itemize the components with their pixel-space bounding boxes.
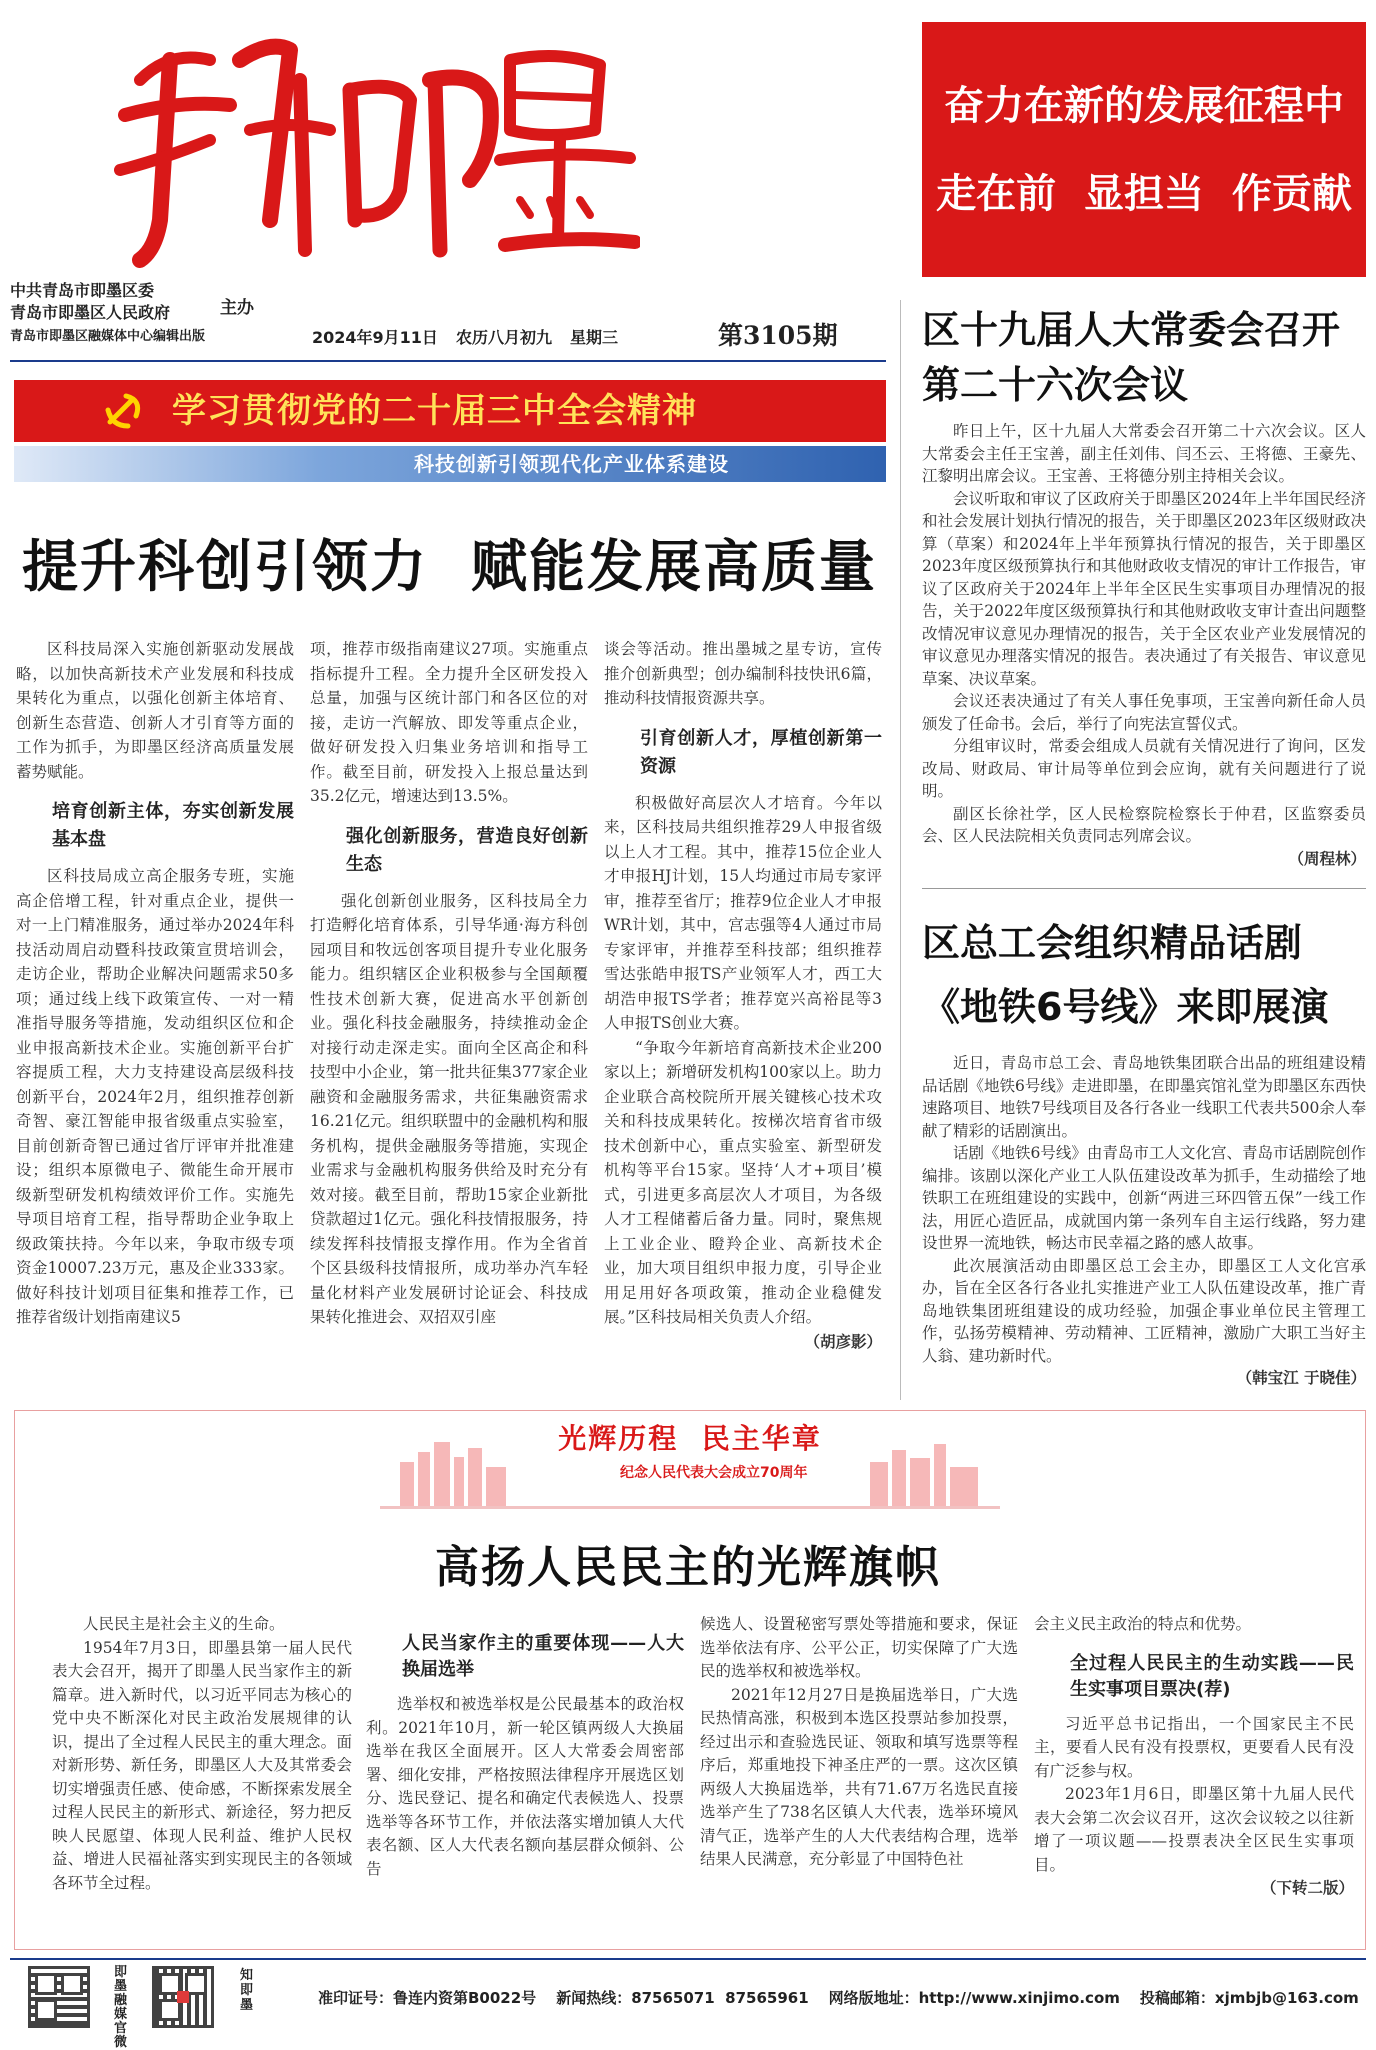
lead-c3-paragraph: “争取今年新培育高新技术企业200家以上；新增研发机构100家以上。助力企业联合高校院所开展关键核心技术攻关和科技成果转化。按梯次培育省市级技术创新中心，重点实验室、新型研发机构等平台15家。坚持‘人才+项目’模式，引进更多高层次人才项目，为各级人才工程储蓄后备力量。同时，聚焦规上工业企业、瞪羚企业、高新技术企业，加大项目组织申报力度，引导企业用足用好各项政策，推动企业稳健发展。”区科技局相关负责人介绍。 (604, 1038, 882, 1326)
news2-paragraph: 此次展演活动由即墨区总工会主办，即墨区工人文化宫承办，旨在全区各行各业扎实推进产业工人队伍建设改革，推广青岛地铁集团班组建设的成功经验，加强企事业单位民主管理工作，弘扬劳模精神、劳动精神、工匠精神，激励广大职工当好主人翁、建功新时代。 (922, 1256, 1366, 1365)
feature-banner (380, 1412, 1000, 1510)
lead-c1-paragraph: 区科技局成立高企服务专班，实施高企倍增工程，针对重点企业，提供一对一上门精准服务，通过举办2024年科技活动周启动暨科技政策宣贯培训会，走访企业，帮助企业解决问题需求50多项；通过线上线下政策宣传、一对一精准指导服务等措施，发动组织区位和企业申报高新技术企业。实施创新平台扩容提质工程，大力支持建设高层级科技创新平台，2024年2月，组织推荐创新奇智、豪江智能申报省级重点实验室，目前创新奇智已通过省厅评审并批准建设；组织本原微电子、微能生命开展市级新型研发机构绩效评价工作。实施先导项目培育工程，指导帮助企业争取上级政策扶持。今年以来，争取市级专项资金10007.23万元，惠及企业333家。做好科技计划项目征集和推荐工作，已推荐省级计划指南建议5 (16, 867, 294, 1326)
news2-paragraph: 近日，青岛市总工会、青岛地铁集团联合出品的班组建设精品话剧《地铁6号线》走进即墨，在即墨宾馆礼堂为即墨区东西快速路项目、地铁7号线项目及各行各业一线职工代表共500余人奉献了精彩的话剧演出。 (922, 1054, 1366, 1140)
lead-column-1 (16, 637, 294, 1330)
submission-email[interactable]: 投稿邮箱：xjmbjb@163.com (1139, 1989, 1359, 2007)
slogan-line-1: 奋力在新的发展征程中 (944, 83, 1344, 129)
news-hotline: 新闻热线：87565071 87565961 (556, 1989, 809, 2007)
slogan-line-2: 走在前 显担当 作贡献 (936, 171, 1352, 217)
news1-byline: （周程林） (1288, 849, 1366, 868)
license-number: 准印证号：鲁连内资第B0022号 (318, 1989, 537, 2007)
right-divider-1 (922, 888, 1366, 889)
feature-c3-paragraph: 2021年12月27日是换届选举日，广大选民热情高涨，积极到本选区投票站参加投票，经过出示和查验选民证、领取和填写选票等程序后，郑重地投下神圣庄严的一票。这次区镇两级人大换届选举，共有71.67万名选民直接选举产生了738名区镇人大代表，选举环境风清气正，选举产生的人大代表结构合理，选举结果人民满意，充分彰显了中国特色社 (700, 1685, 1018, 1868)
lead-headline: 提升科创引领力 赋能发展高质量 (22, 535, 877, 600)
banner-subtitle: 科技创新引领现代化产业体系建设 (414, 452, 729, 476)
lead-c3-subheading: 引育创新人才，厚植创新第一资源 (640, 727, 882, 777)
feature-continued-note: （下转二版） (1260, 1879, 1354, 1897)
footer-info (318, 1987, 1359, 2008)
footer-rule (10, 1958, 1366, 1960)
lead-column-3 (604, 637, 882, 1354)
feature-c3-paragraph: 候选人、设置秘密写票处等措施和要求，保证选举依法有序、公平公正，切实保障了广大选民的选举权和被选举权。 (700, 1615, 1018, 1680)
news1-paragraph: 副区长徐社学，区人民检察院检察长于仲君，区监察委员会、区人民法院相关负责同志列席会议。 (922, 804, 1366, 845)
sponsor-suffix: 主办 (220, 298, 254, 318)
feature-c4-subheading: 全过程人民民主的生动实践——民生实事项目票决(荐) (1070, 1652, 1354, 1700)
news2-headline-line-1: 区总工会组织精品话剧 (922, 921, 1303, 965)
lead-c1-subheading: 培育创新主体，夯实创新发展基本盘 (52, 801, 294, 850)
slogan-box (922, 22, 1366, 277)
lead-c3-paragraph: 谈会等活动。推出墨城之星专访，宣传推介创新典型；创办编制科技快讯6篇，推动科技情报资源共享。 (604, 640, 882, 707)
feature-c4-paragraph: 习近平总书记指出，一个国家民主不民主，要看人民有没有投票权，更要看人民有没有广泛参与权。 (1034, 1714, 1354, 1780)
lead-byline: （胡彦影） (804, 1332, 882, 1351)
feature-c4-paragraph: 2023年1月6日，即墨区第十九届人民代表大会第二次会议召开，这次会议较之以往新增了一项议题——投票表决全区民生实事项目。 (1034, 1785, 1354, 1874)
lead-column-2 (310, 637, 588, 1330)
news2-body (922, 1052, 1366, 1390)
news1-body (922, 420, 1366, 870)
theme-subbanner (14, 446, 886, 482)
party-emblem-icon (102, 390, 144, 432)
qr1-label: 即墨融媒官微 (114, 1965, 128, 2050)
feature-c2-paragraph: 选举权和被选举权是公民最基本的政治权利。2021年10月，新一轮区镇两级人大换届选举在我区全面展开。区人大常委会周密部署、细化安排，严格按照法律程序开展选区划分、选民登记、提名和确定代表候选人、投票选举等各环节工作，并依法落实增加镇人大代表名额、区人大代表名额向基层群众倾斜、公告 (366, 1695, 684, 1878)
lead-c2-subheading: 强化创新服务，营造良好创新生态 (346, 825, 588, 875)
column-divider (900, 300, 901, 1400)
masthead-rule (10, 360, 886, 362)
sponsor-government: 青岛市即墨区人民政府 (10, 303, 171, 322)
qr-code-icon[interactable] (152, 1966, 214, 2028)
feature-column-1 (52, 1613, 352, 1895)
lunar-date: 农历八月初九 (455, 328, 552, 347)
feature-headline: 高扬人民民主的光辉旗帜 (435, 1542, 941, 1593)
news2-headline-line-2: 《地铁6号线》来即展演 (922, 985, 1329, 1029)
news1-paragraph: 昨日上午，区十九届人大常委会召开第二十六次会议。区人大常委会主任王宝善，副主任刘伟、闫丕云、王将德、王豪先、江黎明出席会议。王宝善、王将德分别主持相关会议。 (922, 422, 1366, 485)
lead-c2-paragraph: 项，推荐市级指南建议27项。实施重点指标提升工程。全力提升全区研发投入总量，加强与区统计部门和各区位的对接，走访一汽解放、即发等重点企业，做好研发投入归集业务培训和指导工作。截至目前，研发投入上报总量达到35.2亿元，增速达到13.5%。 (310, 640, 588, 805)
website-link[interactable]: 网络版地址：http://www.xinjimo.com (828, 1989, 1120, 2007)
feature-column-2 (366, 1613, 684, 1881)
weekday: 星期三 (569, 328, 618, 347)
qr-code-icon[interactable] (28, 1966, 90, 2028)
feature-column-4 (1034, 1613, 1354, 1901)
date: 2024年9月11日 (312, 328, 438, 347)
lead-c3-paragraph: 积极做好高层次人才培育。今年以来，区科技局共组织推荐29人申报省级以上人才工程。其中，推荐15位企业人才申报HJ计划，15人均通过市局专家评审，推荐至省厅；推荐9位企业人才申报WR计划，其中，宫志强等4人通过市局专家评审，并推荐至科技部；组织推荐雪达张皓申报TS产业领军人才，西工大胡浩申报TS学者；推荐宽兴高裕昆等3人申报TS创业大赛。 (604, 793, 882, 1032)
news2-paragraph: 话剧《地铁6号线》由青岛市工人文化宫、青岛市话剧院创作编排。该剧以深化产业工人队伍建设改革为抓手，生动描绘了地铁职工在班组建设的实践中，创新“两进三环四管五保”一线工作法，用匠心造匠品，成就国内第一条列车自主运行线路，努力建设世界一流地铁，畅达市民幸福之路的感人故事。 (922, 1144, 1366, 1252)
issue-number: 第3105期 (718, 321, 838, 350)
theme-banner (14, 380, 886, 442)
dateline (312, 325, 618, 348)
news1-paragraph: 会议听取和审议了区政府关于即墨区2024年上半年国民经济和社会发展计划执行情况的报告，关于即墨区2023年区级财政决算（草案）和2024年上半年预算执行情况的报告，关于即墨区2023年度区级预算执行和其他财政收支情况的审计工作报告，审议了区政府关于2024年上半年全区民生实事项目办理情况的报告，关于2022年度区级预算执行和其他财政收支审计查出问题整改情况审议意见办理情况的报告，关于全区农业产业发展情况的审议意见办理落实情况的报告。表决通过了有关报告、审议意见草案、决议草案。 (922, 489, 1366, 688)
feature-banner-subtitle: 纪念人民代表大会成立70周年 (620, 1465, 808, 1481)
news1-paragraph: 会议还表决通过了有关人事任免事项，王宝善向新任命人员颁发了任命书。会后，举行了向宪法宣誓仪式。 (922, 692, 1366, 733)
feature-c4-paragraph: 会主义民主政治的特点和优势。 (1034, 1615, 1252, 1633)
news1-headline-line-1: 区十九届人大常委会召开 (922, 308, 1341, 352)
publisher: 青岛市即墨区融媒体中心编辑出版 (10, 329, 206, 344)
feature-column-3 (700, 1613, 1018, 1872)
sponsor-party-committee: 中共青岛市即墨区委 (10, 281, 155, 300)
masthead-logo (100, 20, 640, 270)
qr2-label: 知即墨 (240, 1968, 254, 2013)
masthead-calligraphy (100, 20, 640, 270)
news1-paragraph: 分组审议时，常委会组成人员就有关情况进行了询问，区发改局、财政局、审计局等单位到会应询，就有关问题进行了说明。 (922, 737, 1366, 800)
lead-c2-paragraph: 强化创新创业服务，区科技局全力打造孵化培育体系，引导华通·海方科创园项目和牧远创客项目提升专业化服务能力。组织辖区企业积极参与全国颠覆性技术创新大赛，促进高水平创新创业。强化科技金融服务，持续推动金企对接行动走深走实。面向全区高企和科技型中小企业，第一批共征集377家企业融资和金融服务需求，共征集融资需求16.21亿元。组织联盟中的金融机构和服务机构，提供金融服务等措施，实现企业需求与金融机构服务供给及时充分有效对接。截至目前，帮助15家企业新批贷款超过1亿元。强化科技情报服务，持续发挥科技情报支撑作用。作为全省首个区县级科技情报所，成功举办汽车轻量化材料产业发展研讨论证会、科技成果转化推进会、双招双引座 (310, 891, 588, 1326)
lead-c1-paragraph: 区科技局深入实施创新驱动发展战略，以加快高新技术产业发展和科技成果转化为重点，以强化创新主体培育、创新生态营造、创新人才引育等方面的工作为抓手，为即墨区经济高质量发展蓄势赋能。 (16, 640, 294, 781)
feature-c2-subheading: 人民当家作主的重要体现——人大换届选举 (402, 1633, 684, 1680)
feature-c1-paragraph: 1954年7月3日，即墨县第一届人民代表大会召开，揭开了即墨人民当家作主的新篇章。进入新时代，以习近平同志为核心的党中央不断深化对民主政治发展规律的认识，提出了全过程人民民主的重大理念。面对新形势、新任务，即墨区人大及其常委会切实增强责任感、使命感，不断探索发展全过程人民民主的新形式、新途径，努力把反映人民愿望、体现人民利益、维护人民权益、增进人民福祉落实到实现民主的各领域各环节全过程。 (52, 1638, 352, 1892)
feature-banner-title: 光辉历程 民主华章 (558, 1422, 822, 1455)
banner-title: 学习贯彻党的二十届三中全会精神 (172, 391, 697, 431)
feature-c1-paragraph: 人民民主是社会主义的生命。 (83, 1615, 285, 1633)
news2-byline: （韩宝江 于晓佳） (1236, 1369, 1366, 1387)
news1-headline-line-2: 第二十六次会议 (922, 363, 1189, 407)
